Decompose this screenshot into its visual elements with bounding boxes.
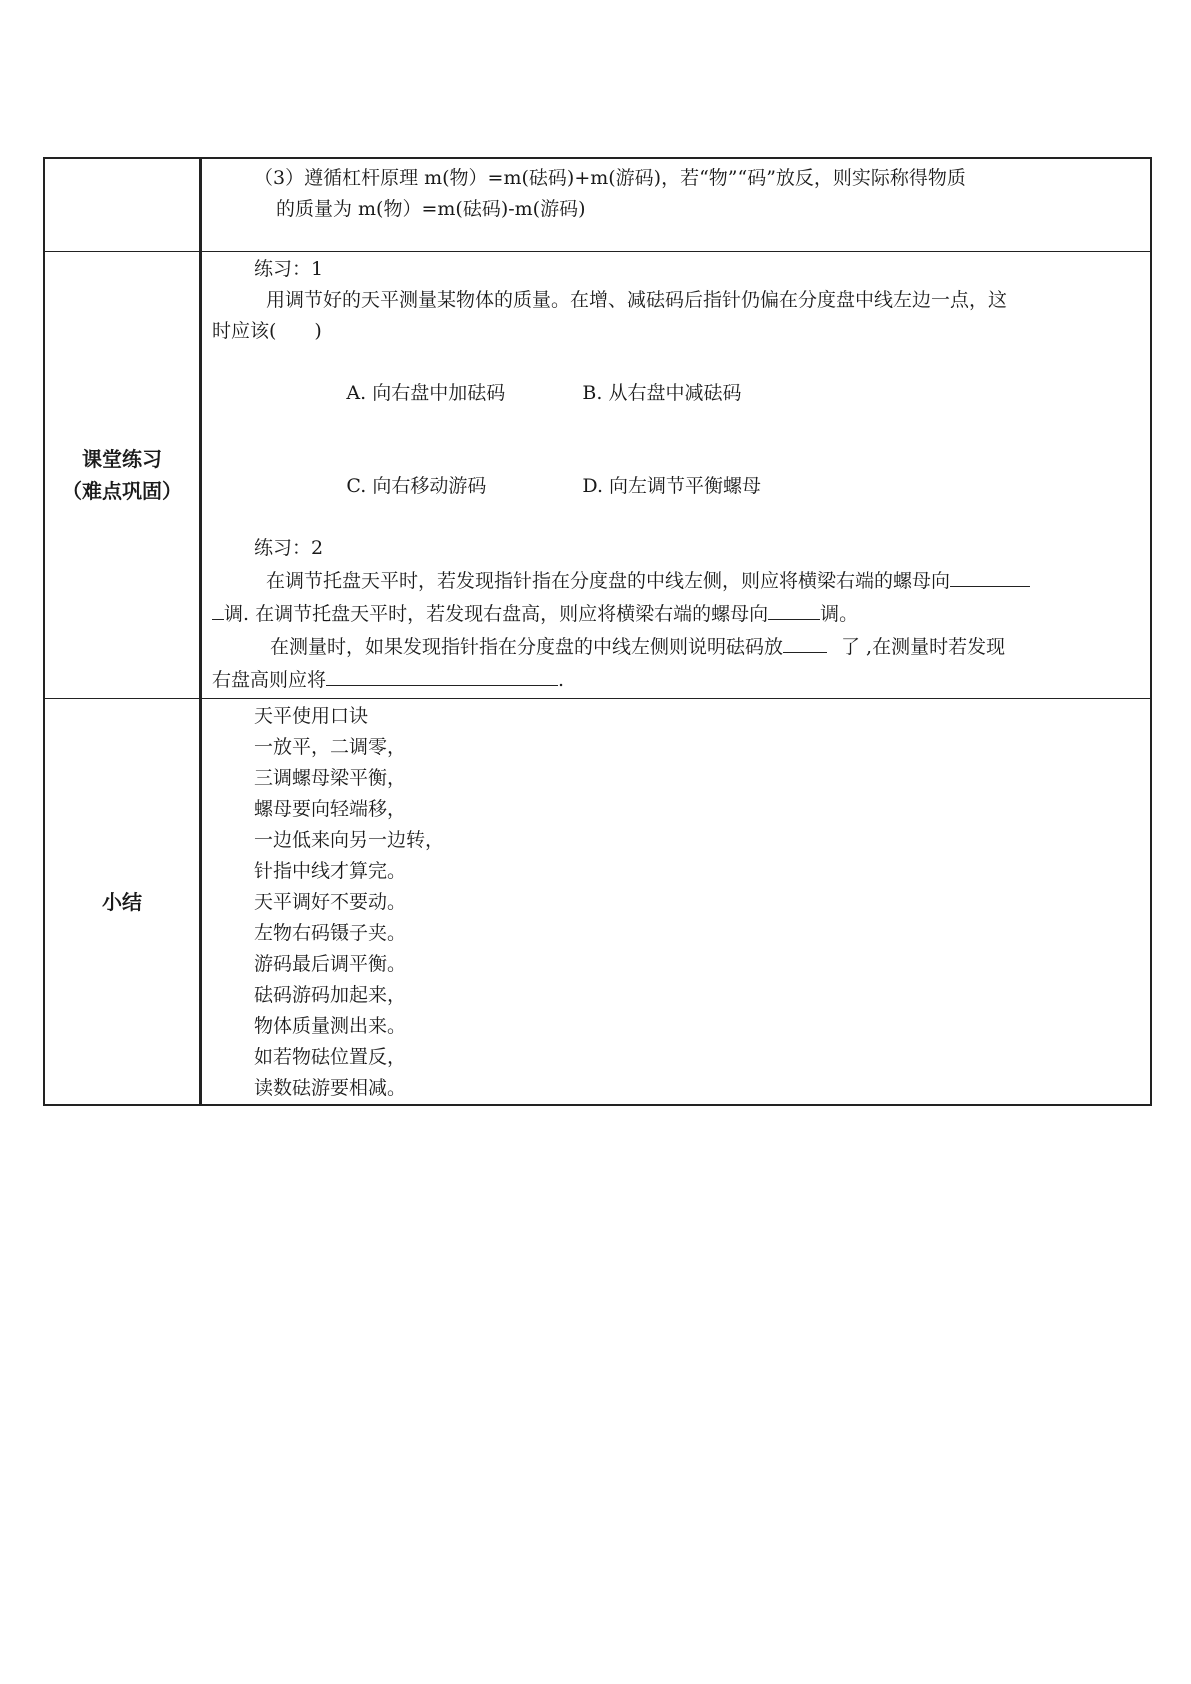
row-label-summary: 小结 [44,699,201,1106]
exercise-2-line-1 [212,564,1140,597]
summary-line: 螺母要向轻端移， [254,798,407,820]
row-label-practice [44,252,201,699]
practice-label-line-2: （难点巩固） [62,479,182,503]
exercise-2-line-3 [212,630,1140,663]
exercise-2-line-1-text: 在调节托盘天平时，若发现指针指在分度盘的中线左侧，则应将横梁右端的螺母向 [266,570,951,592]
practice-cell [201,252,1152,699]
summary-line: 物体质量测出来。 [254,1015,407,1037]
summary-line: 一边低来向另一边转， [254,829,445,851]
option-d: D. 向左调节平衡螺母 [582,475,762,497]
table-row-principle [44,158,1151,252]
answer-blank-1[interactable] [950,564,1030,587]
row-label-empty [44,158,201,252]
exercise-1-question-line-1: 用调节好的天平测量某物体的质量。在增、减砝码后指针仍偏在分度盘中线左边一点，这 [266,289,1008,311]
summary-line: 一放平，二调零， [254,736,407,758]
answer-blank-2[interactable] [768,597,820,620]
summary-line: 三调螺母梁平衡， [254,767,407,789]
exercise-2-line-4-text-b: . [558,669,565,691]
exercise-2-title: 练习：2 [254,537,324,559]
option-c: C. 向右移动游码 [346,475,487,497]
principle-line-1: （3）遵循杠杆原理 m(物）=m(砝码)+m(游码)，若“物”“码”放反，则实际称得物质 [254,167,966,189]
answer-blank-3[interactable] [783,630,827,653]
exercise-1-options-cd [212,440,1140,533]
summary-line: 左物右码镊子夹。 [254,922,407,944]
lesson-table [43,157,1152,1106]
exercise-2-line-2-text-a: 调. 在调节托盘天平时，若发现右盘高，则应将横梁右端的螺母向 [224,603,769,625]
summary-cell [201,699,1152,1106]
practice-label-line-1: 课堂练习 [82,447,162,471]
exercise-1-question-line-2: 时应该( ) [212,320,322,342]
summary-line: 读数砝游要相减。 [254,1077,407,1099]
exercise-2-line-3-text-b: 了 ,在测量时若发现 [841,636,1006,658]
summary-line: 天平使用口诀 [254,705,369,727]
summary-line: 如若物砝位置反， [254,1046,407,1068]
exercise-1-title: 练习：1 [254,258,324,280]
option-a: A. 向右盘中加砝码 [346,382,506,404]
answer-blank-1-cont[interactable] [212,597,224,620]
exercise-1-options-ab [212,347,1140,440]
exercise-2-line-3-text-a: 在测量时，如果发现指针指在分度盘的中线左侧则说明砝码放 [270,636,784,658]
answer-blank-4[interactable] [326,663,558,686]
summary-line: 针指中线才算完。 [254,860,407,882]
table-row-practice [44,252,1151,699]
summary-line: 天平调好不要动。 [254,891,407,913]
summary-line: 砝码游码加起来， [254,984,407,1006]
table-row-summary [44,699,1151,1106]
principle-line-2: 的质量为 m(物）=m(砝码)-m(游码) [276,198,586,220]
exercise-2-line-4 [212,663,1140,696]
exercise-2-line-2-text-b: 调。 [820,603,859,625]
exercise-2-line-2 [212,597,1140,630]
summary-line: 游码最后调平衡。 [254,953,407,975]
exercise-2-line-4-text-a: 右盘高则应将 [212,669,327,691]
option-b: B. 从右盘中减砝码 [582,382,742,404]
principle-cell [201,158,1152,252]
